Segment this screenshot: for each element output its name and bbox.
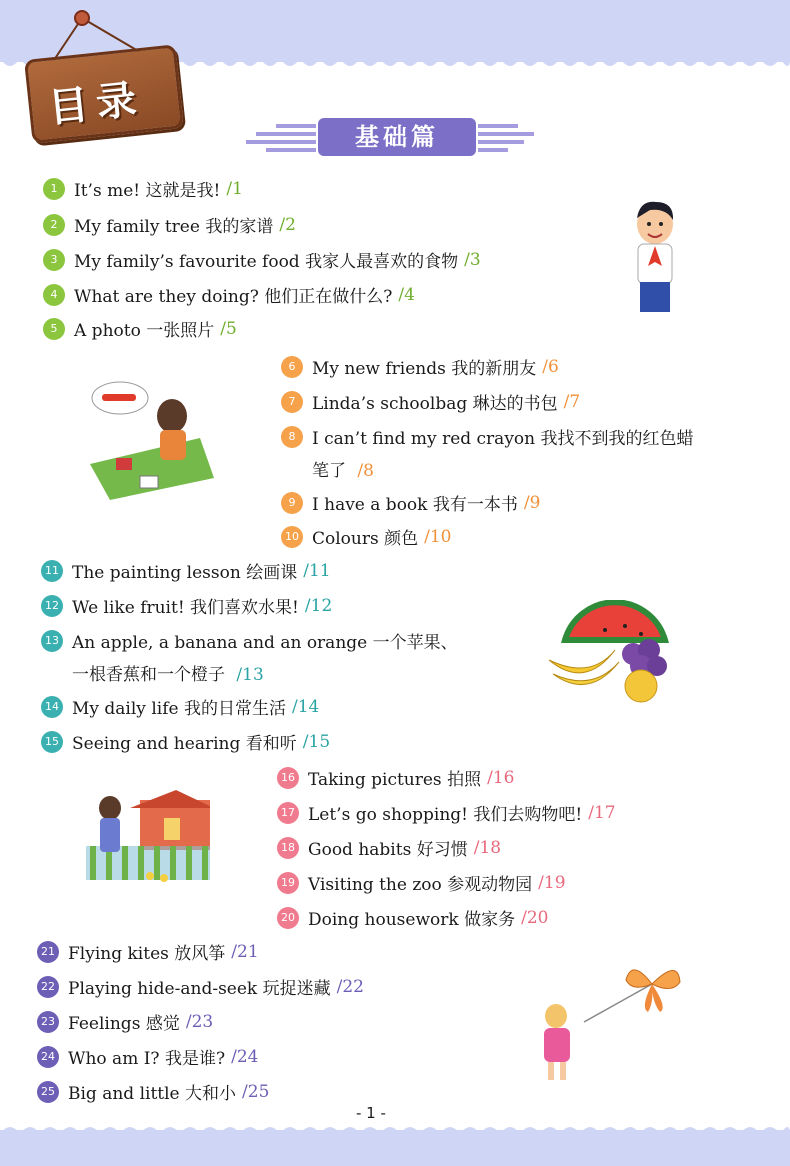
item-title: I have a book 我有一本书 xyxy=(312,495,518,515)
toc-item-4[interactable]: 4 What are they doing? 他们正在做什么? /4 xyxy=(43,282,415,307)
item-page: 18 xyxy=(479,837,502,858)
toc-item-8-continued[interactable]: 笔了 /8 xyxy=(312,461,374,481)
item-number-badge: 15 xyxy=(41,731,63,753)
fruit-illustration xyxy=(545,600,675,706)
item-number-badge: 16 xyxy=(277,767,299,789)
item-title-continued: 笔了 xyxy=(312,461,346,481)
item-title: Linda’s schoolbag 琳达的书包 xyxy=(312,394,558,414)
toc-item-19[interactable]: 19 Visiting the zoo 参观动物园 /19 xyxy=(277,870,566,895)
item-title: Taking pictures 拍照 xyxy=(308,770,482,790)
item-page: 6 xyxy=(548,356,559,377)
item-title: Playing hide-and-seek 玩捉迷藏 xyxy=(68,979,331,999)
item-page: 2 xyxy=(285,214,296,235)
item-number-badge: 24 xyxy=(37,1046,59,1068)
item-title: Seeing and hearing 看和听 xyxy=(72,734,297,754)
item-title: Feelings 感觉 xyxy=(68,1014,180,1034)
item-number-badge: 9 xyxy=(281,492,303,514)
item-number-badge: 23 xyxy=(37,1011,59,1033)
item-title: Colours 颜色 xyxy=(312,529,419,549)
item-number-badge: 22 xyxy=(37,976,59,998)
toc-item-14[interactable]: 14 My daily life 我的日常生活 /14 xyxy=(41,694,319,719)
item-page: 12 xyxy=(310,595,333,616)
item-page: 22 xyxy=(342,976,364,997)
toc-item-3[interactable]: 3 My family’s favourite food 我家人最喜欢的食物 /3 xyxy=(43,247,481,272)
item-page: 14 xyxy=(297,696,320,717)
item-number-badge: 19 xyxy=(277,872,299,894)
item-number-badge: 13 xyxy=(41,630,63,652)
item-title: A photo 一张照片 xyxy=(74,321,215,341)
item-title: My family tree 我的家谱 xyxy=(74,217,274,237)
item-page: 11 xyxy=(308,560,331,581)
toc-item-24[interactable]: 24 Who am I? 我是谁? /24 xyxy=(37,1044,258,1069)
item-title: We like fruit! 我们喜欢水果! xyxy=(72,598,299,618)
item-title: Let’s go shopping! 我们去购物吧! xyxy=(308,805,583,825)
house-garden-illustration xyxy=(80,790,210,890)
sign-pin xyxy=(74,10,90,26)
item-number-badge: 17 xyxy=(277,802,299,824)
item-title: I can’t find my red crayon 我找不到我的红色蜡 xyxy=(312,429,694,449)
item-number-badge: 12 xyxy=(41,595,63,617)
item-page: 8 xyxy=(363,461,374,481)
item-title: Visiting the zoo 参观动物园 xyxy=(308,875,533,895)
item-page: 15 xyxy=(308,731,331,752)
bottom-decorative-band xyxy=(0,1130,790,1166)
item-page: 19 xyxy=(543,872,566,893)
toc-item-23[interactable]: 23 Feelings 感觉 /23 xyxy=(37,1009,213,1034)
item-title: An apple, a banana and an orange 一个苹果、 xyxy=(72,633,458,653)
item-title: It’s me! 这就是我! xyxy=(74,181,221,201)
page-number: - 1 - xyxy=(356,1104,386,1122)
item-number-badge: 2 xyxy=(43,214,65,236)
item-page: 10 xyxy=(429,526,452,547)
toc-item-8[interactable] xyxy=(281,424,694,449)
item-number-badge: 7 xyxy=(281,391,303,413)
item-title-continued: 一根香蕉和一个橙子 xyxy=(72,665,225,685)
item-number-badge: 3 xyxy=(43,249,65,271)
item-page: 3 xyxy=(469,249,481,270)
item-page: 20 xyxy=(526,907,549,928)
toc-item-15[interactable]: 15 Seeing and hearing 看和听 /15 xyxy=(41,729,330,754)
toc-item-11[interactable]: 11 The painting lesson 绘画课 /11 xyxy=(41,558,331,583)
item-number-badge: 20 xyxy=(277,907,299,929)
item-page: 9 xyxy=(529,492,541,513)
banner-stripes-left xyxy=(246,120,316,156)
boy-illustration xyxy=(620,196,690,318)
item-page: 4 xyxy=(404,284,415,305)
item-title: Good habits 好习惯 xyxy=(308,840,468,860)
section-title: 基础篇 xyxy=(318,118,476,156)
item-page: 23 xyxy=(191,1011,214,1032)
toc-item-18[interactable]: 18 Good habits 好习惯 /18 xyxy=(277,835,501,860)
item-page: 24 xyxy=(236,1046,259,1067)
item-number-badge: 21 xyxy=(37,941,59,963)
toc-item-9[interactable]: 9 I have a book 我有一本书 /9 xyxy=(281,490,540,515)
toc-item-16[interactable]: 16 Taking pictures 拍照 /16 xyxy=(277,765,514,790)
item-number-badge: 11 xyxy=(41,560,63,582)
toc-item-20[interactable]: 20 Doing housework 做家务 /20 xyxy=(277,905,548,930)
item-number-badge: 18 xyxy=(277,837,299,859)
item-page: 7 xyxy=(569,391,581,412)
item-page: 21 xyxy=(237,941,259,962)
item-number-badge: 5 xyxy=(43,318,65,340)
item-number-badge: 1 xyxy=(43,178,65,200)
item-page: 16 xyxy=(492,767,515,788)
toc-item-1[interactable]: 1 It’s me! 这就是我! /1 xyxy=(43,176,243,201)
item-page: 17 xyxy=(593,802,616,823)
item-title: Flying kites 放风筝 xyxy=(68,944,226,964)
item-number-badge: 8 xyxy=(281,426,303,448)
item-number-badge: 4 xyxy=(43,284,65,306)
item-page: 25 xyxy=(247,1081,270,1102)
item-title: Big and little 大和小 xyxy=(68,1084,237,1104)
child-drawing-illustration xyxy=(90,378,220,508)
item-number-badge: 10 xyxy=(281,526,303,548)
girl-kite-illustration xyxy=(528,952,688,1086)
banner-stripes-right xyxy=(478,120,538,156)
toc-item-13[interactable] xyxy=(41,628,458,653)
item-title: My family’s favourite food 我家人最喜欢的食物 xyxy=(74,252,459,272)
item-title: Doing housework 做家务 xyxy=(308,910,516,930)
toc-item-6[interactable]: 6 My new friends 我的新朋友 /6 xyxy=(281,354,559,379)
item-title: What are they doing? 他们正在做什么? xyxy=(74,287,393,307)
toc-item-22[interactable]: 22 Playing hide-and-seek 玩捉迷藏 /22 xyxy=(37,974,364,999)
toc-item-7[interactable]: 7 Linda’s schoolbag 琳达的书包 /7 xyxy=(281,389,580,414)
toc-item-21[interactable]: 21 Flying kites 放风筝 /21 xyxy=(37,939,259,964)
item-page: 5 xyxy=(225,318,237,339)
toc-item-25[interactable]: 25 Big and little 大和小 /25 xyxy=(37,1079,269,1104)
item-page: 13 xyxy=(242,665,264,685)
item-number-badge: 14 xyxy=(41,696,63,718)
item-number-badge: 6 xyxy=(281,356,303,378)
toc-item-13-continued[interactable]: 一根香蕉和一个橙子 /13 xyxy=(72,665,264,685)
toc-item-5[interactable]: 5 A photo 一张照片 /5 xyxy=(43,316,237,341)
item-title: My daily life 我的日常生活 xyxy=(72,699,286,719)
item-page: 1 xyxy=(232,178,243,199)
item-title: Who am I? 我是谁? xyxy=(68,1049,226,1069)
item-title: My new friends 我的新朋友 xyxy=(312,359,537,379)
page-title: 目录 xyxy=(46,76,147,132)
item-number-badge: 25 xyxy=(37,1081,59,1103)
toc-item-10[interactable]: 10 Colours 颜色 /10 xyxy=(281,524,452,549)
toc-item-2[interactable]: 2 My family tree 我的家谱 /2 xyxy=(43,212,296,237)
toc-item-17[interactable]: 17 Let’s go shopping! 我们去购物吧! /17 xyxy=(277,800,616,825)
toc-item-12[interactable]: 12 We like fruit! 我们喜欢水果! /12 xyxy=(41,593,332,618)
item-title: The painting lesson 绘画课 xyxy=(72,563,298,583)
